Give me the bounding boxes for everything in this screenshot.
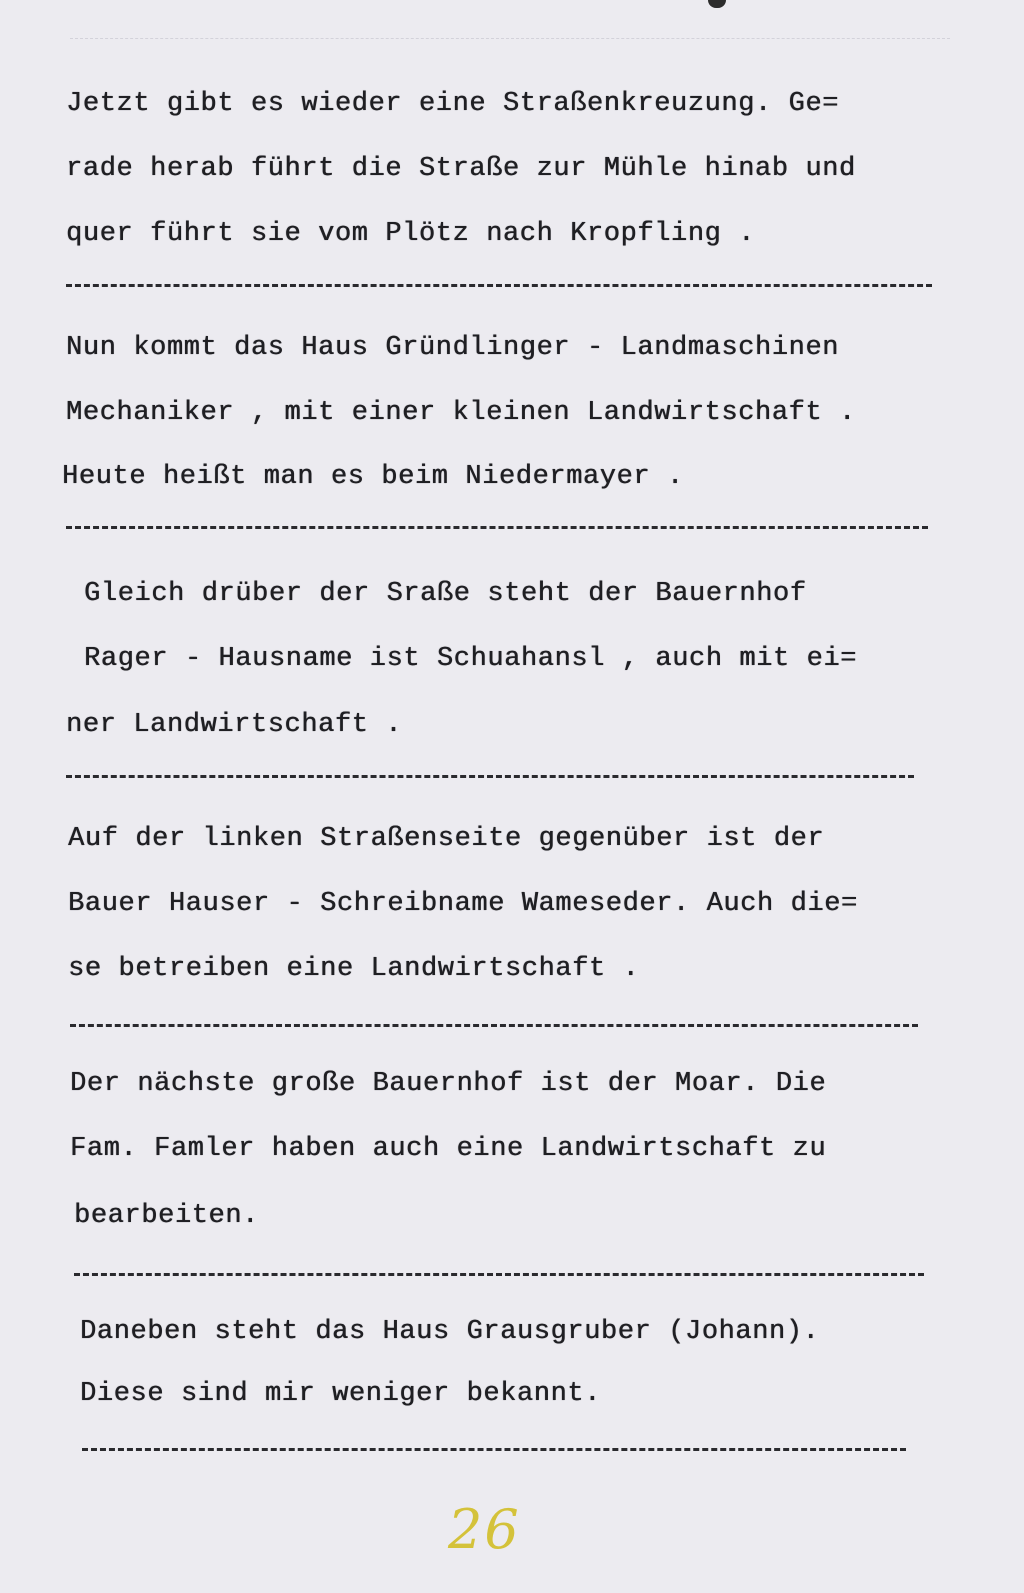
separator-4 — [70, 1024, 918, 1027]
separator-5 — [74, 1273, 924, 1276]
paragraph-6-line-1: Daneben steht das Haus Grausgruber (Johann). — [80, 1317, 820, 1347]
paragraph-4-line-2: Bauer Hauser - Schreibname Wameseder. Auch die= — [68, 889, 858, 919]
paragraph-4-line-1: Auf der linken Straßenseite gegenüber ist der — [68, 824, 825, 854]
paragraph-3-line-1: Gleich drüber der Sraße steht der Bauernhof — [84, 579, 807, 609]
paragraph-5-line-1: Der nächste große Bauernhof ist der Moar. Die — [70, 1069, 827, 1099]
separator-1 — [66, 284, 932, 287]
separator-3 — [66, 775, 914, 778]
separator-2 — [66, 526, 928, 529]
paragraph-1-line-3: quer führt sie vom Plötz nach Kropfling . — [66, 219, 755, 249]
top-edge-mark — [708, 0, 726, 8]
paragraph-1-line-2: rade herab führt die Straße zur Mühle hinab und — [66, 154, 856, 184]
separator-6 — [82, 1448, 906, 1451]
paragraph-3-line-2: Rager - Hausname ist Schuahansl , auch mit ei= — [84, 644, 857, 674]
page-number: 26 — [448, 1498, 521, 1561]
paragraph-2-line-3: Heute heißt man es beim Niedermayer . — [62, 462, 684, 492]
paragraph-2-line-2: Mechaniker , mit einer kleinen Landwirtschaft . — [66, 398, 856, 428]
paragraph-4-line-3: se betreiben eine Landwirtschaft . — [68, 954, 640, 984]
paragraph-5-line-2: Fam. Famler haben auch eine Landwirtschaft zu — [70, 1134, 827, 1164]
paragraph-3-line-3: ner Landwirtschaft . — [66, 710, 403, 740]
fold-line — [70, 38, 950, 39]
paragraph-5-line-3: bearbeiten. — [74, 1201, 259, 1231]
paragraph-6-line-2: Diese sind mir weniger bekannt. — [80, 1379, 601, 1409]
paragraph-1-line-1: Jetzt gibt es wieder eine Straßenkreuzung. Ge= — [66, 89, 839, 119]
paragraph-2-line-1: Nun kommt das Haus Gründlinger - Landmaschinen — [66, 333, 839, 363]
